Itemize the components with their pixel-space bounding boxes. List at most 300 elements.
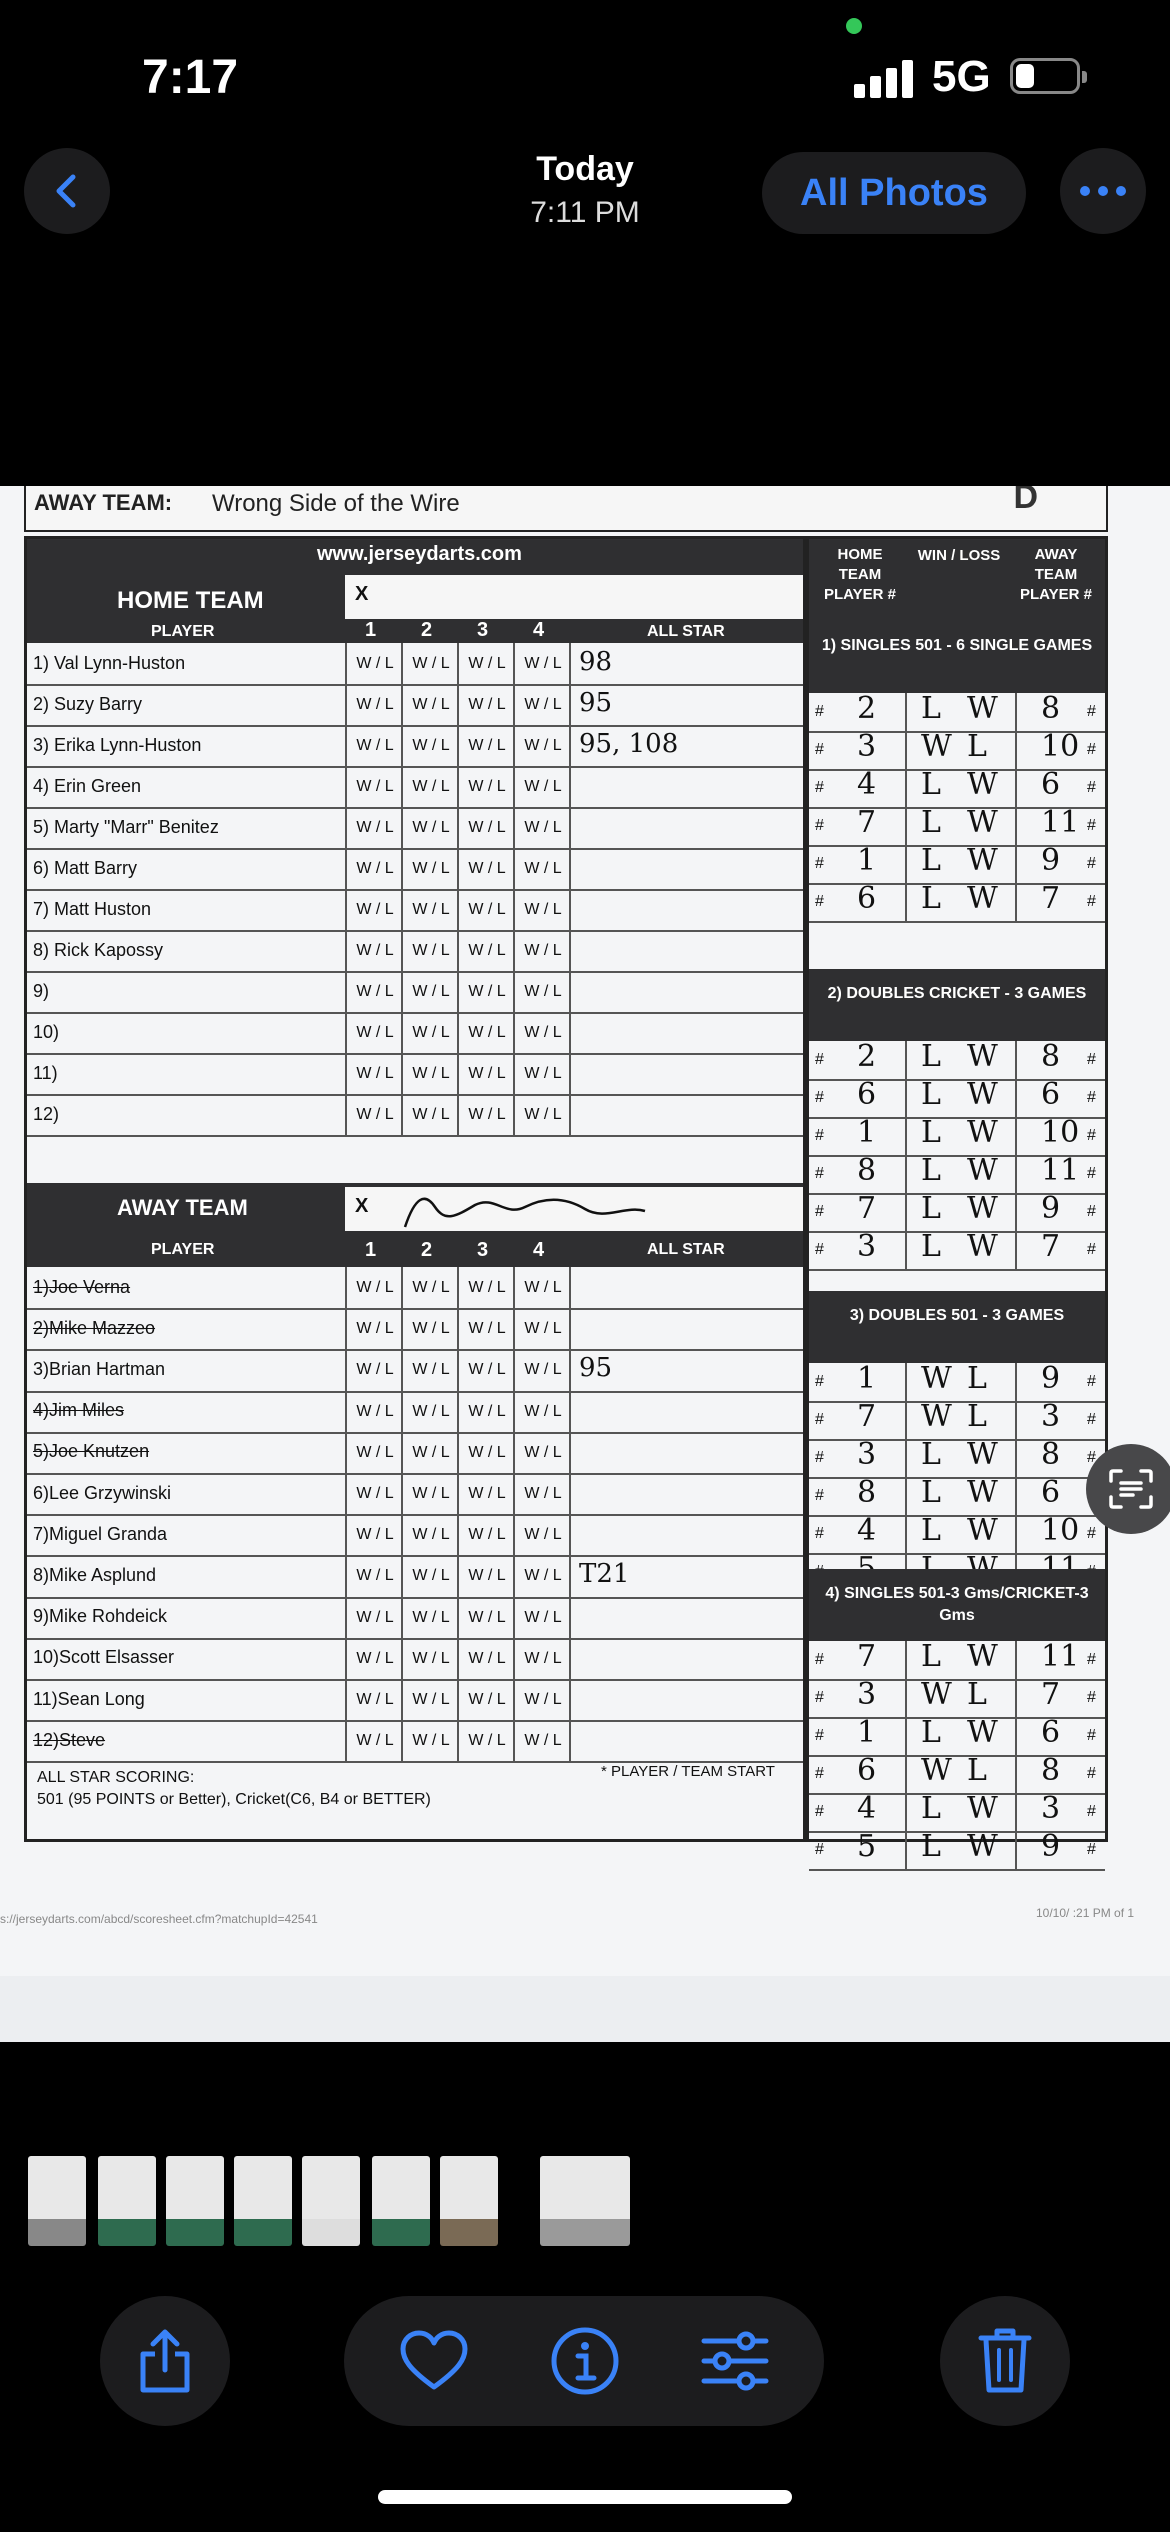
win-loss-cell: W / L (345, 889, 403, 930)
home-player-num: 4 (857, 767, 877, 802)
game-col-2: 2 (421, 1239, 433, 1261)
win-loss-cell: W / L (457, 1053, 515, 1094)
win-loss-cell: W / L (401, 1012, 459, 1053)
delete-button[interactable] (940, 2296, 1070, 2426)
win-loss-cell: W / L (457, 643, 515, 684)
win-loss-cell: W / L (513, 1012, 571, 1053)
away-result: W (967, 1191, 998, 1226)
hash-mark: # (815, 1411, 824, 1428)
player-name: 3) Erika Lynn-Huston (33, 734, 202, 755)
win-loss-cell: W / L (457, 1267, 515, 1308)
home-player-num: 8 (857, 1475, 877, 1510)
win-loss-cell: W / L (513, 1473, 571, 1514)
col-divider (1015, 1363, 1017, 1401)
player-name: 6) Matt Barry (33, 857, 138, 878)
hash-mark: # (1087, 893, 1096, 910)
col-divider (905, 845, 907, 883)
allstar-divider (569, 930, 571, 971)
section-title: 2) DOUBLES CRICKET - 3 GAMES (809, 969, 1105, 1041)
player-name: 11) (33, 1062, 58, 1083)
away-player-num: 11 (1041, 805, 1080, 840)
win-loss-cell: W / L (345, 1720, 403, 1761)
camera-indicator (846, 18, 862, 34)
col-divider (1015, 1193, 1017, 1231)
home-player-num: 4 (857, 1791, 877, 1826)
home-player-num: 2 (857, 1039, 877, 1074)
win-loss-cell: W / L (345, 807, 403, 848)
player-name: 10) (33, 1021, 60, 1042)
photo-thumbnail[interactable] (166, 2156, 224, 2246)
result-row (809, 1755, 1105, 1795)
hash-mark: # (815, 779, 824, 796)
col-divider (1015, 1755, 1017, 1793)
win-loss-cell: W / L (401, 684, 459, 725)
player-row (27, 889, 803, 932)
win-loss-cell: W / L (457, 807, 515, 848)
result-row (809, 769, 1105, 809)
col-divider (905, 1641, 907, 1679)
home-result: L (921, 1229, 941, 1264)
col-divider (905, 807, 907, 845)
hash-mark: # (1087, 1127, 1096, 1144)
hash-mark: # (815, 1803, 824, 1820)
away-result: W (967, 1791, 998, 1826)
col-divider (905, 1231, 907, 1269)
hash-mark: # (815, 703, 824, 720)
captain-signature (385, 1187, 665, 1231)
col-divider (905, 1401, 907, 1439)
away-result: L (967, 1361, 987, 1396)
winloss-header: WIN / LOSS (917, 547, 1001, 564)
col-divider (1015, 1477, 1017, 1515)
col-divider (905, 1717, 907, 1755)
player-name: 9)Mike Rohdeick (33, 1606, 168, 1627)
win-loss-cell: W / L (401, 930, 459, 971)
hash-mark: # (815, 1127, 824, 1144)
player-row (27, 848, 803, 891)
allstar-divider (569, 971, 571, 1012)
win-loss-cell: W / L (513, 1267, 571, 1308)
win-loss-cell: W / L (345, 930, 403, 971)
result-row (809, 693, 1105, 733)
win-loss-cell: W / L (457, 1308, 515, 1349)
allstar-divider (569, 1391, 571, 1432)
player-name: 4)Jim Miles (33, 1400, 125, 1421)
player-name: 12) (33, 1103, 60, 1124)
win-loss-cell: W / L (345, 971, 403, 1012)
away-player-num: 11 (1041, 1639, 1080, 1674)
photo-thumbnail[interactable] (98, 2156, 156, 2246)
game-col-4: 4 (533, 1239, 545, 1261)
col-divider (1015, 1515, 1017, 1553)
win-loss-cell: W / L (457, 1555, 515, 1596)
win-loss-cell: W / L (513, 643, 571, 684)
result-row (809, 1193, 1105, 1233)
col-divider (1015, 693, 1017, 731)
allstar-divider (569, 1638, 571, 1679)
away-player-num: 6 (1041, 1715, 1061, 1750)
allstar-divider (569, 1720, 571, 1761)
win-loss-cell: W / L (401, 1391, 459, 1432)
col-divider (905, 769, 907, 807)
win-loss-cell: W / L (345, 1094, 403, 1135)
player-row (27, 807, 803, 850)
game-col-1: 1 (365, 1239, 377, 1261)
player-row (27, 1094, 803, 1137)
network-type: 5G (932, 52, 991, 101)
win-loss-cell: W / L (513, 1638, 571, 1679)
all-star-scoring-title: ALL STAR SCORING: (37, 1769, 195, 1786)
col-divider (905, 1439, 907, 1477)
hash-mark: # (1087, 1411, 1096, 1428)
hash-mark: # (815, 1241, 824, 1258)
allstar-divider (569, 1308, 571, 1349)
home-player-num: 1 (857, 843, 877, 878)
photo-thumbnail[interactable] (540, 2156, 630, 2246)
win-loss-cell: W / L (401, 1597, 459, 1638)
player-row (27, 1555, 803, 1598)
home-result: L (921, 1715, 941, 1750)
away-result: W (967, 1715, 998, 1750)
away-result: W (967, 1513, 998, 1548)
result-row (809, 1831, 1105, 1871)
away-player-num: 8 (1041, 1039, 1061, 1074)
photo-thumbnail[interactable] (440, 2156, 498, 2246)
player-name: 5) Marty "Marr" Benitez (33, 816, 219, 837)
away-player-num: 10 (1041, 729, 1080, 764)
share-icon (135, 2326, 195, 2396)
photo-thumbnail[interactable] (302, 2156, 360, 2246)
col-divider (1015, 1717, 1017, 1755)
photo-thumbnail[interactable] (234, 2156, 292, 2246)
player-row (27, 971, 803, 1014)
win-loss-cell: W / L (513, 889, 571, 930)
win-loss-cell: W / L (457, 1597, 515, 1638)
win-loss-cell: W / L (513, 1597, 571, 1638)
right-header (809, 539, 1105, 621)
nav-subtitle: 7:11 PM (530, 196, 640, 229)
scoresheet (0, 486, 1170, 1976)
section-title: 1) SINGLES 501 - 6 SINGLE GAMES (809, 621, 1105, 693)
win-loss-cell: W / L (345, 1349, 403, 1390)
player-name: 3)Brian Hartman (33, 1358, 166, 1379)
all-star-value: T21 (579, 1558, 630, 1589)
win-loss-cell: W / L (457, 848, 515, 889)
player-row (27, 1679, 803, 1722)
heart-icon (399, 2329, 469, 2393)
player-row (27, 1720, 803, 1763)
away-team-header: AWAY TEAM (117, 1195, 248, 1220)
away-x-mark: X (355, 1195, 369, 1217)
result-row (809, 1363, 1105, 1403)
win-loss-cell: W / L (401, 766, 459, 807)
hash-mark: # (815, 1203, 824, 1220)
division-letter: D (1013, 486, 1038, 516)
home-result: L (921, 1153, 941, 1188)
player-name: 12)Steve (33, 1729, 106, 1750)
win-loss-cell: W / L (513, 725, 571, 766)
all-photos-button[interactable]: All Photos (762, 152, 1026, 234)
hash-mark: # (815, 1089, 824, 1106)
win-loss-cell: W / L (457, 1391, 515, 1432)
website: www.jerseydarts.com (317, 543, 522, 565)
away-result: W (967, 1639, 998, 1674)
player-row (27, 1473, 803, 1516)
all-star-scoring-text: 501 (95 POINTS or Better), Cricket(C6, B4 or BETTER) (37, 1791, 431, 1808)
win-loss-cell: W / L (401, 1720, 459, 1761)
away-player-num: 9 (1041, 843, 1061, 878)
home-result: L (921, 1791, 941, 1826)
favorite-button[interactable] (394, 2326, 474, 2396)
player-name: 1)Joe Verna (33, 1276, 131, 1297)
win-loss-cell: W / L (457, 766, 515, 807)
hash-mark: # (1087, 1841, 1096, 1858)
home-player-num: 3 (857, 1677, 877, 1712)
home-indicator[interactable] (378, 2490, 792, 2504)
player-row (27, 684, 803, 727)
share-button[interactable] (100, 2296, 230, 2426)
win-loss-cell: W / L (345, 766, 403, 807)
adjust-button[interactable] (698, 2326, 772, 2396)
win-loss-cell: W / L (457, 930, 515, 971)
win-loss-cell: W / L (401, 1679, 459, 1720)
away-team-name: Wrong Side of the Wire (212, 490, 460, 517)
photo-thumbnail[interactable] (372, 2156, 430, 2246)
home-player-num: 4 (857, 1513, 877, 1548)
result-row (809, 1641, 1105, 1681)
hash-mark: # (1087, 1651, 1096, 1668)
home-player-num: 2 (857, 691, 877, 726)
hash-mark: # (1087, 1203, 1096, 1220)
away-result: W (967, 1115, 998, 1150)
away-result: L (967, 729, 987, 764)
win-loss-cell: W / L (513, 1094, 571, 1135)
home-player-num: 3 (857, 1229, 877, 1264)
allstar-divider (569, 1349, 571, 1390)
all-star-value: 95 (579, 687, 613, 718)
allstar-divider (569, 1555, 571, 1596)
hash-mark: # (1087, 1373, 1096, 1390)
home-result: L (921, 881, 941, 916)
player-name: 7) Matt Huston (33, 898, 152, 919)
col-divider (905, 883, 907, 921)
player-name: 4) Erin Green (33, 775, 142, 796)
home-result: L (921, 1039, 941, 1074)
home-player-num: 1 (857, 1115, 877, 1150)
trash-icon (977, 2326, 1033, 2396)
hash-mark: # (1087, 1765, 1096, 1782)
win-loss-cell: W / L (401, 1514, 459, 1555)
home-player-num: 6 (857, 881, 877, 916)
away-player-num: 8 (1041, 691, 1061, 726)
away-player-num: 6 (1041, 1077, 1061, 1112)
away-player-num: 10 (1041, 1115, 1080, 1150)
col-divider (905, 1079, 907, 1117)
win-loss-cell: W / L (345, 1267, 403, 1308)
away-result: W (967, 1229, 998, 1264)
away-team-strip (24, 486, 1108, 532)
col-divider (905, 1363, 907, 1401)
player-name: 10)Scott Elsasser (33, 1647, 175, 1668)
home-result: W (921, 1753, 952, 1788)
win-loss-cell: W / L (457, 889, 515, 930)
win-loss-cell: W / L (401, 1432, 459, 1473)
away-player-num: 6 (1041, 767, 1061, 802)
hash-mark: # (815, 855, 824, 872)
player-name: 2)Mike Mazzeo (33, 1317, 156, 1338)
hash-mark: # (815, 1651, 824, 1668)
away-player-num: 7 (1041, 1229, 1061, 1264)
hash-mark: # (815, 1525, 824, 1542)
hash-mark: # (815, 1841, 824, 1858)
win-loss-cell: W / L (345, 1432, 403, 1473)
win-loss-cell: W / L (345, 1391, 403, 1432)
player-row (27, 1391, 803, 1434)
win-loss-cell: W / L (513, 807, 571, 848)
player-team-start-note: * PLAYER / TEAM START (601, 1763, 775, 1780)
info-button[interactable] (548, 2326, 622, 2396)
win-loss-cell: W / L (345, 684, 403, 725)
win-loss-cell: W / L (401, 1555, 459, 1596)
win-loss-cell: W / L (401, 643, 459, 684)
col-divider (1015, 1231, 1017, 1269)
result-row (809, 1155, 1105, 1195)
win-loss-cell: W / L (401, 1053, 459, 1094)
player-row (27, 1638, 803, 1681)
win-loss-cell: W / L (513, 848, 571, 889)
col-divider (905, 1117, 907, 1155)
home-player-num: 3 (857, 1437, 877, 1472)
home-band (27, 539, 803, 643)
win-loss-cell: W / L (345, 725, 403, 766)
col-divider (1015, 807, 1017, 845)
col-divider (1015, 1401, 1017, 1439)
win-loss-cell: W / L (457, 1720, 515, 1761)
col-divider (1015, 769, 1017, 807)
win-loss-cell: W / L (345, 1514, 403, 1555)
allstar-divider (569, 643, 571, 684)
hash-mark: # (1087, 1803, 1096, 1820)
away-result: W (967, 767, 998, 802)
home-x-mark: X (355, 583, 369, 605)
home-player-num: 7 (857, 805, 877, 840)
away-result: L (967, 1677, 987, 1712)
photo-viewer[interactable] (0, 486, 1170, 2042)
away-player-header: PLAYER (151, 1241, 215, 1258)
player-row (27, 1514, 803, 1557)
allstar-divider (569, 684, 571, 725)
more-button[interactable] (1060, 148, 1146, 234)
home-player-num: 8 (857, 1153, 877, 1188)
footer-url: s://jerseydarts.com/abcd/scoresheet.cfm?matchupId=42541 (0, 1912, 318, 1926)
allstar-divider (569, 848, 571, 889)
win-loss-cell: W / L (401, 807, 459, 848)
section-title: 3) DOUBLES 501 - 3 GAMES (809, 1291, 1105, 1363)
away-result: W (967, 1829, 998, 1864)
home-result: W (921, 1399, 952, 1434)
game-col-3: 3 (477, 619, 489, 641)
win-loss-cell: W / L (345, 1473, 403, 1514)
win-loss-cell: W / L (457, 1349, 515, 1390)
win-loss-cell: W / L (457, 1012, 515, 1053)
hash-mark: # (1087, 1727, 1096, 1744)
win-loss-cell: W / L (513, 1391, 571, 1432)
win-loss-cell: W / L (401, 848, 459, 889)
col-divider (905, 1831, 907, 1869)
away-player-num: 9 (1041, 1361, 1061, 1396)
photo-thumbnail[interactable] (28, 2156, 86, 2246)
home-result: L (921, 1077, 941, 1112)
home-result: W (921, 1361, 952, 1396)
col-divider (1015, 1041, 1017, 1079)
hash-mark: # (815, 1449, 824, 1466)
win-loss-cell: W / L (401, 1349, 459, 1390)
player-name: 1) Val Lynn-Huston (33, 652, 186, 673)
home-result: L (921, 1475, 941, 1510)
hash-mark: # (815, 1487, 824, 1504)
player-name: 5)Joe Knutzen (33, 1441, 150, 1462)
win-loss-cell: W / L (345, 1638, 403, 1679)
away-player-num: 8 (1041, 1437, 1061, 1472)
win-loss-cell: W / L (401, 1267, 459, 1308)
away-result: W (967, 843, 998, 878)
hash-mark: # (1087, 1525, 1096, 1542)
col-divider (1015, 1155, 1017, 1193)
sliders-icon (700, 2331, 770, 2391)
battery-icon (1010, 58, 1080, 94)
game-col-1: 1 (365, 619, 377, 641)
home-player-num: 7 (857, 1399, 877, 1434)
col-divider (1015, 1079, 1017, 1117)
player-row (27, 766, 803, 809)
player-row (27, 1267, 803, 1310)
home-result: L (921, 805, 941, 840)
col-divider (905, 1193, 907, 1231)
col-divider (905, 1793, 907, 1831)
home-team-header: HOME TEAM (117, 587, 264, 614)
win-loss-cell: W / L (513, 1349, 571, 1390)
game-col-2: 2 (421, 619, 433, 641)
hash-mark: # (815, 1373, 824, 1390)
hash-mark: # (1087, 1689, 1096, 1706)
win-loss-cell: W / L (401, 1308, 459, 1349)
home-allstar-header: ALL STAR (647, 623, 725, 640)
home-result: L (921, 767, 941, 802)
home-player-num: 6 (857, 1753, 877, 1788)
hash-mark: # (815, 1165, 824, 1182)
home-result: L (921, 843, 941, 878)
player-name: 9) (33, 980, 50, 1001)
win-loss-cell: W / L (401, 1094, 459, 1135)
allstar-divider (569, 1094, 571, 1135)
player-name: 6)Lee Grzywinski (33, 1482, 172, 1503)
home-result: L (921, 1115, 941, 1150)
player-row (27, 1053, 803, 1096)
away-result: L (967, 1753, 987, 1788)
hash-mark: # (815, 741, 824, 758)
game-col-3: 3 (477, 1239, 489, 1261)
win-loss-cell: W / L (513, 766, 571, 807)
win-loss-cell: W / L (345, 1053, 403, 1094)
live-text-button[interactable] (1086, 1444, 1170, 1534)
col-divider (905, 1041, 907, 1079)
player-row (27, 643, 803, 686)
win-loss-cell: W / L (457, 971, 515, 1012)
home-result: L (921, 1513, 941, 1548)
result-row (809, 1439, 1105, 1479)
win-loss-cell: W / L (513, 1514, 571, 1555)
away-result: W (967, 1153, 998, 1188)
